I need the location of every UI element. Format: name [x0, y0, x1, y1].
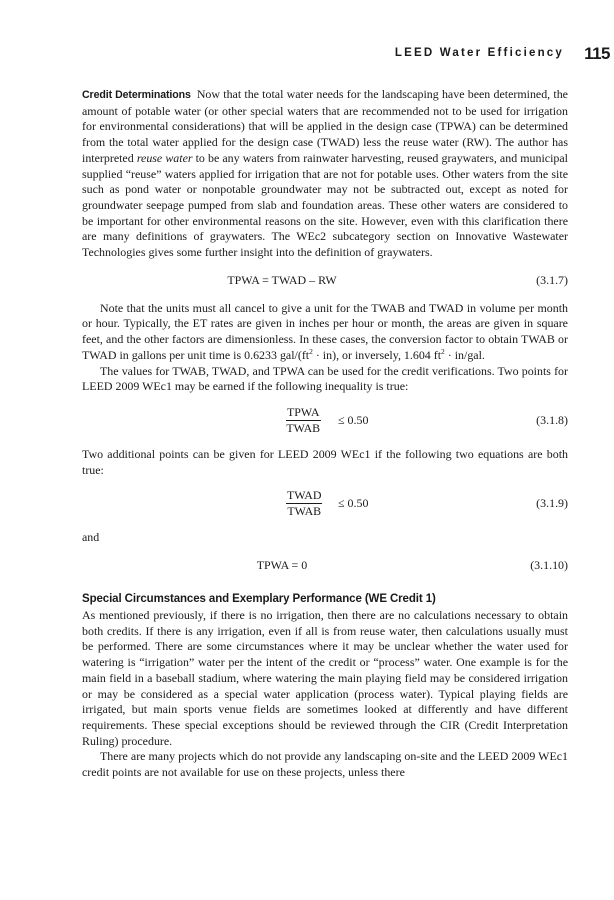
- equation-expression: TPWA = 0: [256, 558, 308, 573]
- page-header: [0, 44, 614, 68]
- section-heading: Special Circumstances and Exemplary Performance (WE Credit 1): [82, 593, 436, 606]
- superscript: 2: [309, 346, 313, 356]
- numerator: TWAD: [287, 488, 322, 503]
- paragraph-text: · in/gal.: [444, 347, 485, 362]
- fraction: [286, 488, 322, 519]
- paragraph-text: · in), or inversely, 1.604 ft: [312, 347, 442, 362]
- and-connector: and: [82, 530, 100, 545]
- page-number: 115: [584, 44, 610, 63]
- equation-3-1-10: [82, 558, 568, 574]
- equation-3-1-7: [82, 273, 568, 289]
- equation-number: (3.1.10): [530, 558, 568, 573]
- inequality-tail: ≤ 0.50: [338, 496, 369, 511]
- denominator: TWAB: [286, 420, 321, 435]
- page-body: [82, 87, 568, 781]
- runin-heading: Credit Determinations: [82, 89, 191, 101]
- running-title: LEED Water Efficiency: [394, 47, 564, 59]
- credit-verification-paragraph: The values for TWAB, TWAD, and TPWA can be used for the credit verifications. Two points for LEED 2009 WEc1 may be earned if the following inequality is true:: [82, 363, 568, 394]
- numerator: TPWA: [287, 404, 320, 419]
- units-paragraph: [82, 301, 568, 364]
- paragraph-text: Note that the units must all cancel to give a unit for the TWAB and TWAD in volume per month or hour. Typically, the ET rates are given in inches per hour or month, the areas are given in square feet, and the other factors are dimensionless. In these cases, the conversion factor to obtain TWAB or TWAD in gallons per unit time is 0.6233 gal/(ft: [82, 300, 568, 362]
- special-circumstances-paragraph: As mentioned previously, if there is no irrigation, then there are no calculations necessary to obtain both credits. If there is any irrigation, even if all is from reuse water, then calculations usually must be performed. There are some circumstances where it may be unclear whether the water used for watering is “irrigation” water per the intent of the credit or “process” water. One example is for the main field in a baseball stadium, where watering the main playing field may be considered irrigation or may be considered as a special water application (process water). Typical playing fields are irrigated, but main sports venue fields are sometimes looked at differently and have different requirements. These special exceptions should be reviewed through the CIR (Credit Interpretation Ruling) procedure.: [82, 608, 568, 748]
- superscript: 2: [441, 346, 445, 356]
- paragraph-text: to be any waters from rainwater harvesting, reused graywaters, and municipal supplied “reuse” waters applied for irrigation that are not for potable uses. Other waters from the site such as pond water or nonpotable groundwater may not be subtracted out, except as noted for groundwater seepage pumped from slab and foundation areas. These other waters are considered to be important for other environmental reasons on the site. However, even with this clarification there are many definitions of graywaters. The WEc2 subcategory section on Innovative Wastewater Technologies gives some further insight into the definition of graywaters.: [82, 150, 568, 260]
- credit-determinations-paragraph: [82, 87, 568, 261]
- equation-3-1-9: [82, 488, 568, 520]
- fraction: [286, 405, 321, 436]
- equation-number: (3.1.9): [536, 496, 568, 511]
- denominator: TWAB: [287, 504, 322, 519]
- equation-3-1-8: [82, 405, 568, 437]
- equation-number: (3.1.8): [536, 412, 568, 427]
- equation-number: (3.1.7): [536, 272, 568, 287]
- inequality-tail: ≤ 0.50: [338, 412, 369, 427]
- equation-expression: TPWA = TWAD – RW: [227, 272, 337, 287]
- paragraph-text: Now that the total water needs for the landscaping have been determined, the amount of potable water (or other special waters that are recommended not to be used for irrigation for environmental considerations) that will be applied in the design case (TPWA) can be determined from the total water applied for the design case (TWAD) less the reuse water (RW). The author has interpreted: [82, 87, 568, 165]
- no-landscaping-paragraph: There are many projects which do not provide any landscaping on-site and the LEED 2009 WEc1 credit points are not available for use on these projects, unless there: [82, 749, 568, 780]
- additional-points-paragraph: Two additional points can be given for LEED 2009 WEc1 if the following two equations are both true:: [82, 446, 568, 477]
- italic-term: reuse water: [136, 150, 193, 165]
